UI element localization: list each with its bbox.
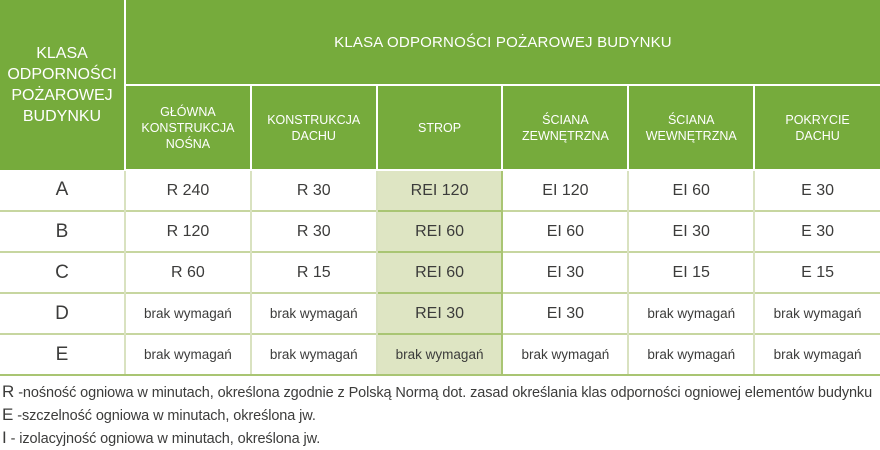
class-label: E xyxy=(0,334,125,375)
column-header-strop: STROP xyxy=(377,85,503,170)
value-cell: REI 60 xyxy=(377,252,503,293)
class-label: C xyxy=(0,252,125,293)
table-row xyxy=(0,334,880,375)
value-cell: brak wymagań xyxy=(125,334,251,375)
value-cell: R 15 xyxy=(251,252,377,293)
value-cell: EI 30 xyxy=(628,211,754,252)
column-header-pokrycie-dachu: POKRYCIE DACHU xyxy=(754,85,880,170)
value-cell: EI 60 xyxy=(628,170,754,211)
value-cell: E 30 xyxy=(754,211,880,252)
legend-text: - izolacyjność ogniowa w minutach, określona jw. xyxy=(10,431,321,447)
class-label: A xyxy=(0,170,125,211)
column-header-row xyxy=(0,85,880,170)
value-cell: brak wymagań xyxy=(754,293,880,334)
value-cell: brak wymagań xyxy=(502,334,628,375)
legend-symbol: I xyxy=(2,428,7,447)
top-span-header: KLASA ODPORNOŚCI POŻAROWEJ BUDYNKU xyxy=(125,0,880,85)
value-cell: E 30 xyxy=(754,170,880,211)
column-header-konstrukcja-dachu: KONSTRUKCJA DACHU xyxy=(251,85,377,170)
value-cell: EI 30 xyxy=(502,293,628,334)
legend-line-r xyxy=(2,381,878,404)
column-header-sciana-wewnetrzna: ŚCIANA WEWNĘTRZNA xyxy=(628,85,754,170)
table-row xyxy=(0,170,880,211)
column-header-sciana-zewnetrzna: ŚCIANA ZEWNĘTRZNA xyxy=(502,85,628,170)
table-header xyxy=(0,0,880,170)
value-cell: EI 30 xyxy=(502,252,628,293)
value-cell: R 240 xyxy=(125,170,251,211)
value-cell: R 120 xyxy=(125,211,251,252)
value-cell: R 30 xyxy=(251,211,377,252)
value-cell: EI 15 xyxy=(628,252,754,293)
value-cell: brak wymagań xyxy=(754,334,880,375)
corner-header: KLASA ODPORNOŚCI POŻAROWEJ BUDYNKU xyxy=(0,0,125,170)
legend-text: -nośność ogniowa w minutach, określona zgodnie z Polską Normą dot. zasad określania klas odporności ogniowej elementów budynku xyxy=(18,385,873,401)
value-cell: brak wymagań xyxy=(628,334,754,375)
value-cell: brak wymagań xyxy=(377,334,503,375)
value-cell: R 60 xyxy=(125,252,251,293)
class-label: D xyxy=(0,293,125,334)
value-cell: R 30 xyxy=(251,170,377,211)
legend-line-i xyxy=(2,427,878,450)
value-cell: brak wymagań xyxy=(628,293,754,334)
value-cell: E 15 xyxy=(754,252,880,293)
legend-symbol: R xyxy=(2,382,15,401)
value-cell: brak wymagań xyxy=(251,334,377,375)
legend-symbol: E xyxy=(2,405,14,424)
table-row xyxy=(0,293,880,334)
column-header-glowna-konstrukcja-nosna: GŁÓWNA KONSTRUKCJA NOŚNA xyxy=(125,85,251,170)
value-cell: brak wymagań xyxy=(251,293,377,334)
value-cell: REI 60 xyxy=(377,211,503,252)
legend-line-e xyxy=(2,404,878,427)
legend-text: -szczelność ogniowa w minutach, określona jw. xyxy=(17,408,316,424)
legend xyxy=(0,376,880,450)
table-row xyxy=(0,211,880,252)
value-cell: REI 120 xyxy=(377,170,503,211)
table-row xyxy=(0,252,880,293)
table-body xyxy=(0,170,880,375)
value-cell: EI 120 xyxy=(502,170,628,211)
value-cell: EI 60 xyxy=(502,211,628,252)
value-cell: brak wymagań xyxy=(125,293,251,334)
value-cell: REI 30 xyxy=(377,293,503,334)
class-label: B xyxy=(0,211,125,252)
